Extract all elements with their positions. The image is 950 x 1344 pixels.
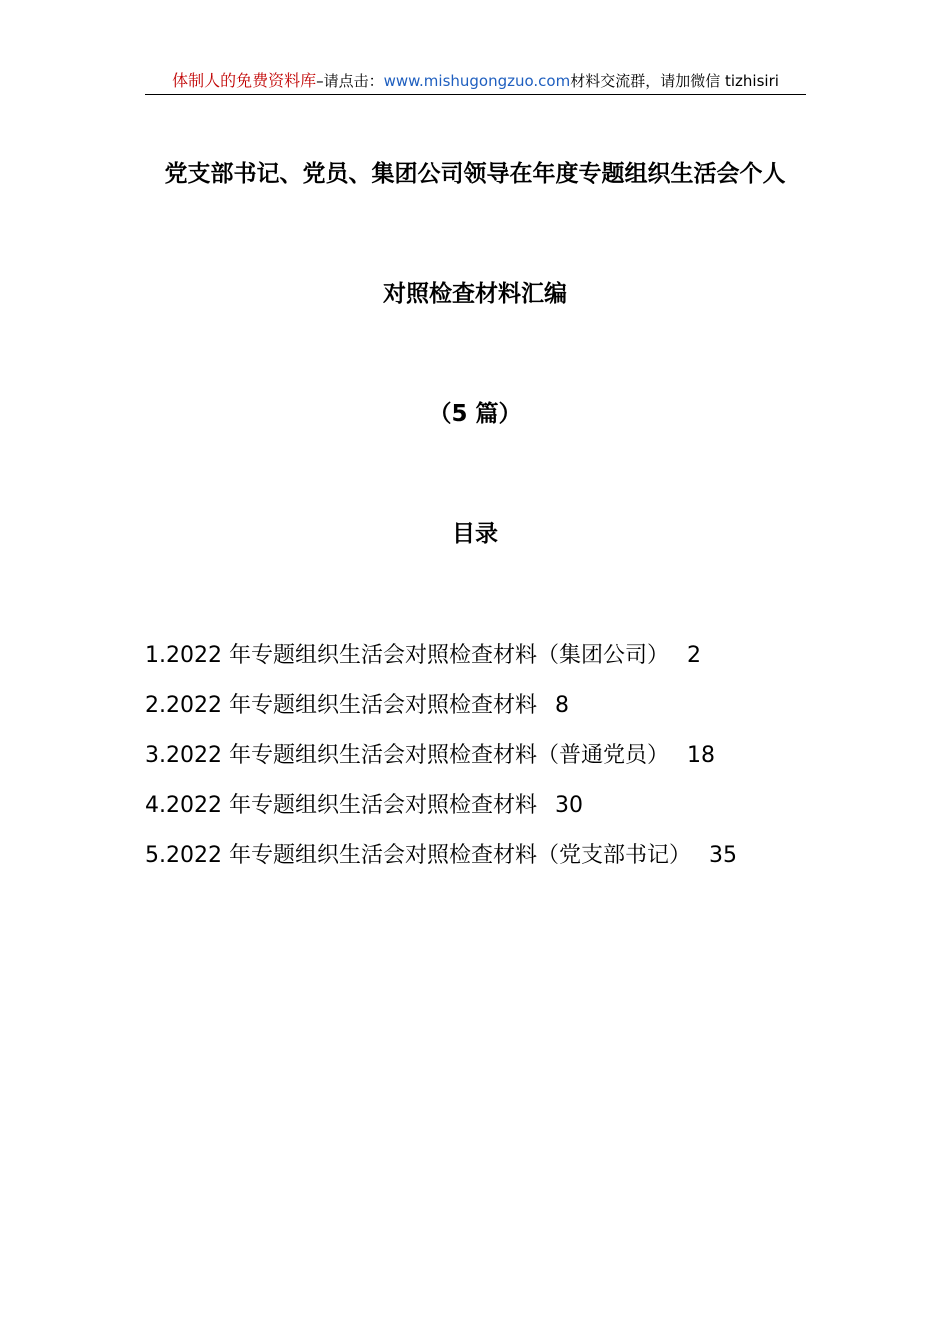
toc-item-page: 8: [554, 693, 569, 718]
toc-item-3[interactable]: [145, 738, 845, 788]
header-brand: 体制人的免费资料库: [172, 71, 317, 90]
toc-item-label: 1.2022 年专题组织生活会对照检查材料（集团公司）: [145, 643, 669, 668]
toc-item-page: 35: [708, 843, 737, 868]
toc-item-label: 5.2022 年专题组织生活会对照检查材料（党支部书记）: [145, 843, 691, 868]
header-website-link[interactable]: www.mishugongzuo.com: [383, 72, 571, 90]
toc-item-label: 4.2022 年专题组织生活会对照检查材料: [145, 793, 537, 818]
header-prompt: –请点击：: [316, 72, 384, 90]
document-count: （5 篇）: [428, 401, 522, 427]
toc-item-page: 2: [686, 643, 701, 668]
header-contact-text: 材料交流群，请加微信 tizhisiri: [570, 72, 779, 90]
toc-item-5[interactable]: [145, 838, 845, 888]
document-title-line-1: 党支部书记、党员、集团公司领导在年度专题组织生活会个人: [164, 161, 786, 187]
document-title-line-2: 对照检查材料汇编: [383, 281, 567, 307]
toc-item-label: 2.2022 年专题组织生活会对照检查材料: [145, 693, 537, 718]
toc-item-label: 3.2022 年专题组织生活会对照检查材料（普通党员）: [145, 743, 669, 768]
toc-item-2[interactable]: [145, 688, 845, 738]
page-header: [145, 68, 806, 95]
toc-heading: 目录: [452, 521, 498, 547]
table-of-contents: [145, 638, 845, 888]
toc-item-4[interactable]: [145, 788, 845, 838]
toc-item-1[interactable]: [145, 638, 845, 688]
toc-item-page: 18: [686, 743, 715, 768]
toc-item-page: 30: [554, 793, 583, 818]
